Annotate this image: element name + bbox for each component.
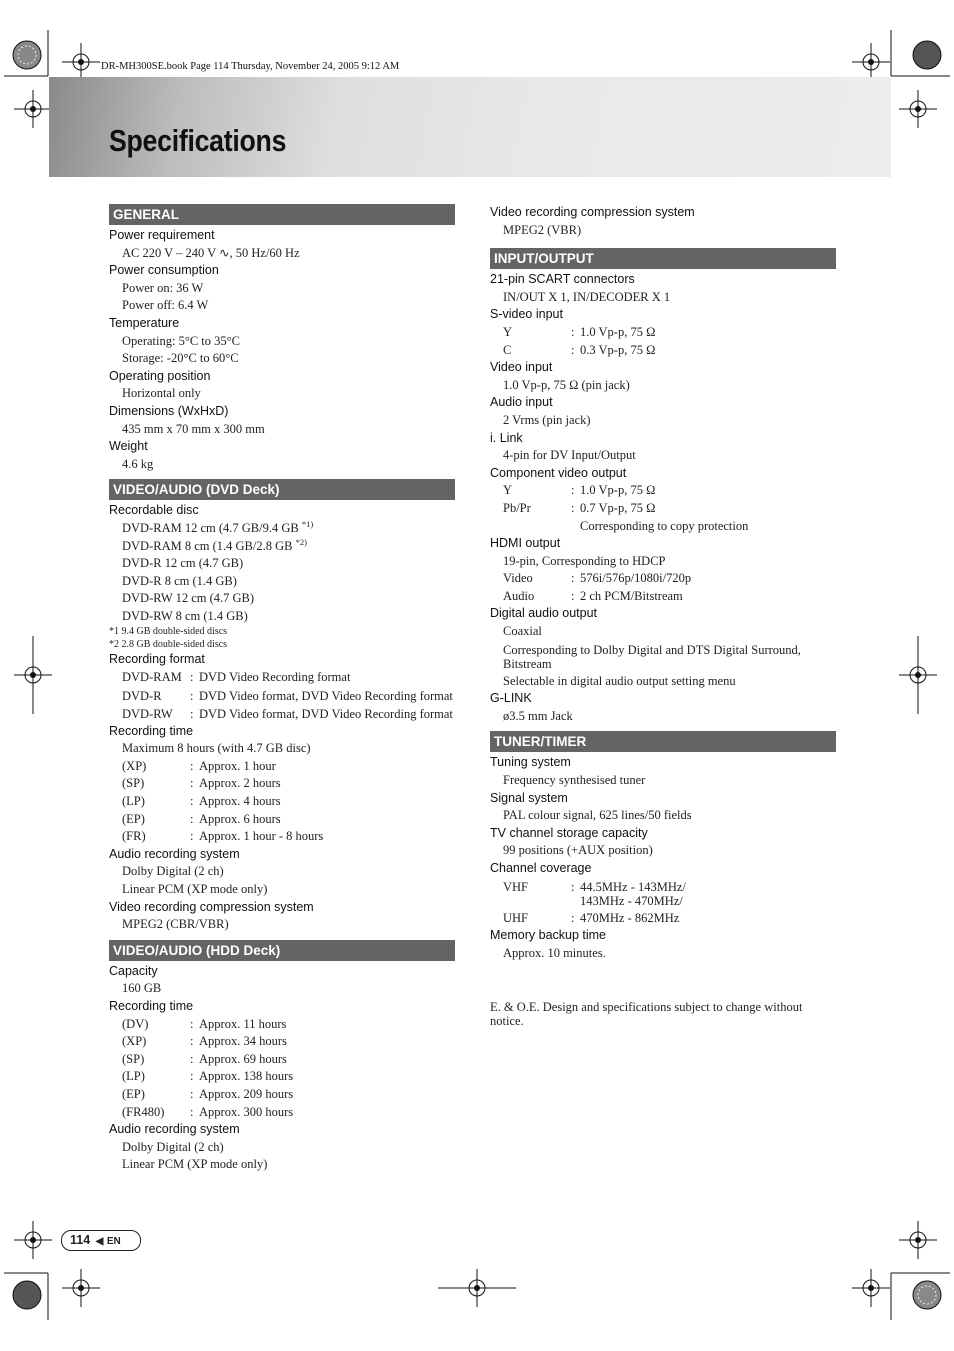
- spec-value: 1.0 Vp-p, 75 Ω (pin jack): [503, 377, 630, 392]
- section-header-hdd: VIDEO/AUDIO (HDD Deck): [109, 940, 455, 961]
- spec-value: 435 mm x 70 mm x 300 mm: [122, 421, 265, 436]
- disclaimer-note: E. & O.E. Design and specifications subject to change without notice.: [490, 1000, 803, 1029]
- spec-label: i. Link: [490, 430, 523, 445]
- spec-label: Digital audio output: [490, 606, 598, 621]
- spec-label: Audio recording system: [109, 846, 240, 861]
- section-header-general: GENERAL: [109, 204, 455, 225]
- language-code: EN: [106, 1236, 121, 1247]
- spec-label: Operating position: [109, 368, 211, 383]
- left-column: [109, 204, 455, 1174]
- spec-label: Tuning system: [490, 755, 571, 770]
- spec-row: (EP) : Approx. 209 hours: [122, 1086, 294, 1101]
- spec-value: Operating: 5°C to 35°C: [122, 333, 240, 348]
- spec-row: (FR) : Approx. 1 hour - 8 hours: [122, 829, 324, 844]
- spec-label: G-LINK: [490, 691, 532, 706]
- spec-label: Channel coverage: [490, 861, 592, 875]
- spec-value: IN/OUT X 1, IN/DECODER X 1: [503, 289, 671, 304]
- spec-label: Video recording compression system: [490, 205, 695, 219]
- spec-label: Audio input: [490, 395, 553, 410]
- spec-value: 99 positions (+AUX position): [503, 843, 653, 858]
- footnote: *1 9.4 GB double-sided discs: [109, 626, 228, 638]
- spec-label: Component video output: [490, 465, 627, 480]
- spec-value: 4.6 kg: [122, 456, 154, 471]
- spec-value: Approx. 10 minutes.: [503, 945, 606, 960]
- spec-label: TV channel storage capacity: [490, 825, 648, 840]
- spec-label: Memory backup time: [490, 928, 607, 943]
- left-arrow-icon: ◀: [95, 1236, 104, 1247]
- spec-row: (SP) : Approx. 69 hours: [122, 1051, 287, 1066]
- spec-label: Recording format: [109, 652, 205, 667]
- spec-value: Corresponding to Dolby Digital and DTS Digital Surround, Bitstream: [503, 642, 801, 671]
- spec-label: Video recording compression system: [109, 899, 314, 914]
- spec-value: Linear PCM (XP mode only): [122, 882, 268, 896]
- spec-value: Dolby Digital (2 ch): [122, 864, 224, 879]
- spec-label: Temperature: [109, 315, 180, 330]
- section-header-tuner: TUNER/TIMER: [490, 731, 836, 752]
- spec-value: 160 GB: [122, 981, 162, 996]
- spec-row: Video : 576i/576p/1080i/720p: [503, 571, 692, 586]
- spec-value: ø3.5 mm Jack: [503, 708, 573, 723]
- spec-row: (DV) : Approx. 11 hours: [122, 1016, 287, 1031]
- spec-row: (LP) : Approx. 4 hours: [122, 794, 281, 809]
- spec-value: 19-pin, Corresponding to HDCP: [503, 553, 666, 568]
- spec-row: UHF : 470MHz - 862MHz: [503, 910, 680, 925]
- spec-row: Y : 1.0 Vp-p, 75 Ω: [503, 324, 656, 339]
- page-title: Specifications: [109, 123, 287, 158]
- spec-value: Selectable in digital audio output setting menu: [503, 673, 736, 688]
- section-header-dvd: VIDEO/AUDIO (DVD Deck): [109, 479, 455, 500]
- spec-row: Corresponding to copy protection: [580, 518, 749, 533]
- spec-label: Capacity: [109, 963, 158, 978]
- spec-value: DVD-RAM 8 cm (1.4 GB/2.8 GB $^{*2)}$: [122, 536, 307, 553]
- spec-value: MPEG2 (VBR): [503, 222, 582, 237]
- page-number: 114: [70, 1233, 91, 1247]
- spec-value: AC 220 V – 240 V ∿, 50 Hz/60 Hz: [122, 245, 300, 260]
- spec-row: (EP) : Approx. 6 hours: [122, 811, 281, 826]
- spec-label: HDMI output: [490, 536, 561, 551]
- spec-value: Dolby Digital (2 ch): [122, 1139, 224, 1154]
- spec-value: 2 Vrms (pin jack): [503, 412, 591, 427]
- right-column: [490, 204, 836, 1028]
- spec-label: Signal system: [490, 790, 568, 805]
- spec-label: Dimensions (WxHxD): [109, 403, 229, 418]
- spec-label: Recordable disc: [109, 503, 199, 518]
- spec-row: DVD-RAM : DVD Video Recording format: [122, 670, 351, 685]
- spec-label: Audio recording system: [109, 1122, 240, 1137]
- spec-value: Horizontal only: [122, 386, 201, 401]
- spec-value: DVD-R 8 cm (1.4 GB): [122, 573, 237, 588]
- spec-row: (XP) : Approx. 1 hour: [122, 758, 276, 773]
- spec-label: S-video input: [490, 307, 563, 322]
- spec-value: Power on: 36 W: [122, 280, 204, 295]
- spec-row: (LP) : Approx. 138 hours: [122, 1069, 294, 1084]
- spec-row: Pb/Pr : 0.7 Vp-p, 75 Ω: [503, 500, 656, 515]
- spec-value: DVD-RAM 12 cm (4.7 GB/9.4 GB $^{*1)}$: [122, 518, 314, 535]
- spec-row: Y : 1.0 Vp-p, 75 Ω: [503, 483, 656, 498]
- spec-label: Power consumption: [109, 263, 219, 278]
- page-number-badge: [61, 1230, 141, 1251]
- spec-label: Recording time: [109, 998, 194, 1013]
- spec-row: DVD-R : DVD Video format, DVD Video Recording format: [122, 688, 453, 703]
- spec-row: (SP) : Approx. 2 hours: [122, 776, 281, 791]
- spec-row: VHF : 44.5MHz - 143MHz/ 143MHz - 470MHz/: [503, 879, 686, 908]
- spec-value: Power off: 6.4 W: [122, 298, 209, 313]
- spec-value: DVD-RW 8 cm (1.4 GB): [122, 608, 248, 623]
- spec-value: PAL colour signal, 625 lines/50 fields: [503, 808, 692, 823]
- spec-label: Weight: [109, 439, 148, 454]
- spec-value: Storage: -20°C to 60°C: [122, 351, 239, 366]
- spec-value: DVD-RW 12 cm (4.7 GB): [122, 591, 255, 606]
- book-info-line: DR-MH300SE.book Page 114 Thursday, November 24, 2005 9:12 AM: [101, 61, 400, 72]
- spec-label: Video input: [490, 360, 553, 375]
- spec-row: (FR480) : Approx. 300 hours: [122, 1104, 294, 1119]
- spec-row: C : 0.3 Vp-p, 75 Ω: [503, 342, 656, 357]
- spec-value: Linear PCM (XP mode only): [122, 1157, 268, 1172]
- spec-value: Frequency synthesised tuner: [503, 773, 646, 788]
- spec-label: Recording time: [109, 723, 194, 738]
- spec-value: Coaxial: [503, 624, 542, 639]
- spec-row: DVD-RW : DVD Video format, DVD Video Recording format: [122, 706, 453, 721]
- spec-value: 4-pin for DV Input/Output: [503, 448, 636, 463]
- spec-value: Maximum 8 hours (with 4.7 GB disc): [122, 741, 311, 756]
- spec-value: MPEG2 (CBR/VBR): [122, 917, 229, 932]
- spec-row: (XP) : Approx. 34 hours: [122, 1034, 287, 1049]
- spec-row: Audio : 2 ch PCM/Bitstream: [503, 588, 683, 603]
- spec-value: DVD-R 12 cm (4.7 GB): [122, 556, 244, 571]
- section-header-io: INPUT/OUTPUT: [490, 248, 836, 269]
- footnote: *2 2.8 GB double-sided discs: [109, 639, 228, 651]
- spec-label: Power requirement: [109, 228, 215, 242]
- spec-label: 21-pin SCART connectors: [490, 272, 635, 287]
